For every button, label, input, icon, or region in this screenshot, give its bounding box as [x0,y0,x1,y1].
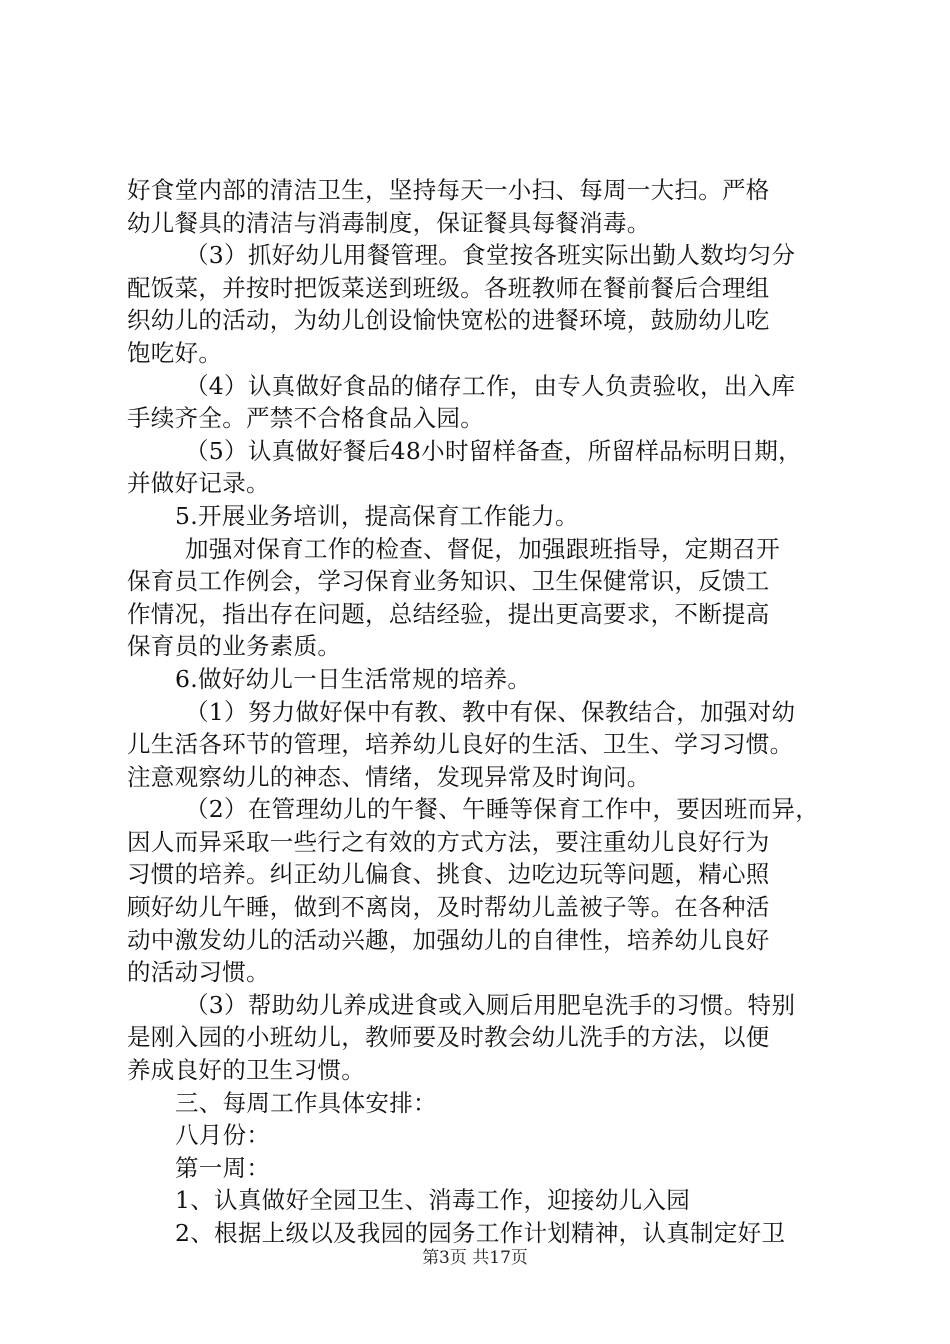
text-line: 配饭菜，并按时把饭菜送到班级。各班教师在餐前餐后合理组 [127,273,770,302]
text-line: 的活动习惯。 [127,958,270,987]
text-line: （1）努力做好保中有教、教中有保、保教结合，加强对幼 [185,697,796,726]
text-line: （3）抓好幼儿用餐管理。食堂按各班实际出勤人数均匀分 [185,241,796,270]
text-line: 饱吃好。 [127,338,223,367]
text-line: 习惯的培养。纠正幼儿偏食、挑食、边吃边玩等问题，精心照 [127,860,770,889]
page-footer [0,1243,950,1268]
text-line: 2、根据上级以及我园的园务工作计划精神，认真制定好卫 [175,1219,786,1247]
text-line: 并做好记录。 [127,469,270,498]
text-line: 保育员的业务素质。 [127,632,342,661]
text-line: 注意观察幼儿的神态、情绪，发现异常及时询问。 [127,762,651,791]
text-line: （2）在管理幼儿的午餐、午睡等保育工作中，要因班而异， [185,795,820,824]
text-line: 第一周： [175,1153,271,1182]
page-number-label: 第3页 共17页 [422,1248,528,1268]
text-line: 八月份： [175,1121,271,1150]
text-line: 儿生活各环节的管理，培养幼儿良好的生活、卫生、学习习惯。 [127,730,794,759]
text-line: 动中激发幼儿的活动兴趣，加强幼儿的自律性，培养幼儿良好 [127,925,770,954]
document-body [127,174,832,1250]
text-line: 加强对保育工作的检查、督促，加强跟班指导，定期召开 [185,534,780,563]
text-line: 作情况，指出存在问题，总结经验，提出更高要求，不断提高 [127,599,770,628]
text-line: 手续齐全。严禁不合格食品入园。 [127,404,484,433]
text-line: 因人而异采取一些行之有效的方式方法，要注重幼儿良好行为 [127,827,770,856]
text-line: （5）认真做好餐后48小时留样备查，所留样品标明日期， [185,436,802,465]
text-line: 顾好幼儿午睡，做到不离岗，及时帮幼儿盖被子等。在各种活 [127,893,770,922]
text-line: 幼儿餐具的清洁与消毒制度，保证餐具每餐消毒。 [127,208,651,237]
text-line: （3）帮助幼儿养成进食或入厕后用肥皂洗手的习惯。特别 [185,990,796,1019]
text-line: 保育员工作例会，学习保育业务知识、卫生保健常识，反馈工 [127,567,770,596]
text-line: （4）认真做好食品的储存工作，由专人负责验收，出入库 [185,371,796,400]
text-line: 1、认真做好全园卫生、消毒工作，迎接幼儿入园 [175,1186,691,1215]
text-line: 三、每周工作具体安排： [175,1088,437,1117]
text-line: 是刚入园的小班幼儿，教师要及时教会幼儿洗手的方法，以便 [127,1023,770,1052]
text-line: 6.做好幼儿一日生活常规的培养。 [175,664,532,693]
text-line: 养成良好的卫生习惯。 [127,1056,365,1085]
text-line: 织幼儿的活动，为幼儿创设愉快宽松的进餐环境，鼓励幼儿吃 [127,306,770,335]
text-line: 5.开展业务培训，提高保育工作能力。 [175,501,579,530]
text-line: 好食堂内部的清洁卫生，坚持每天一小扫、每周一大扫。严格 [127,176,770,204]
